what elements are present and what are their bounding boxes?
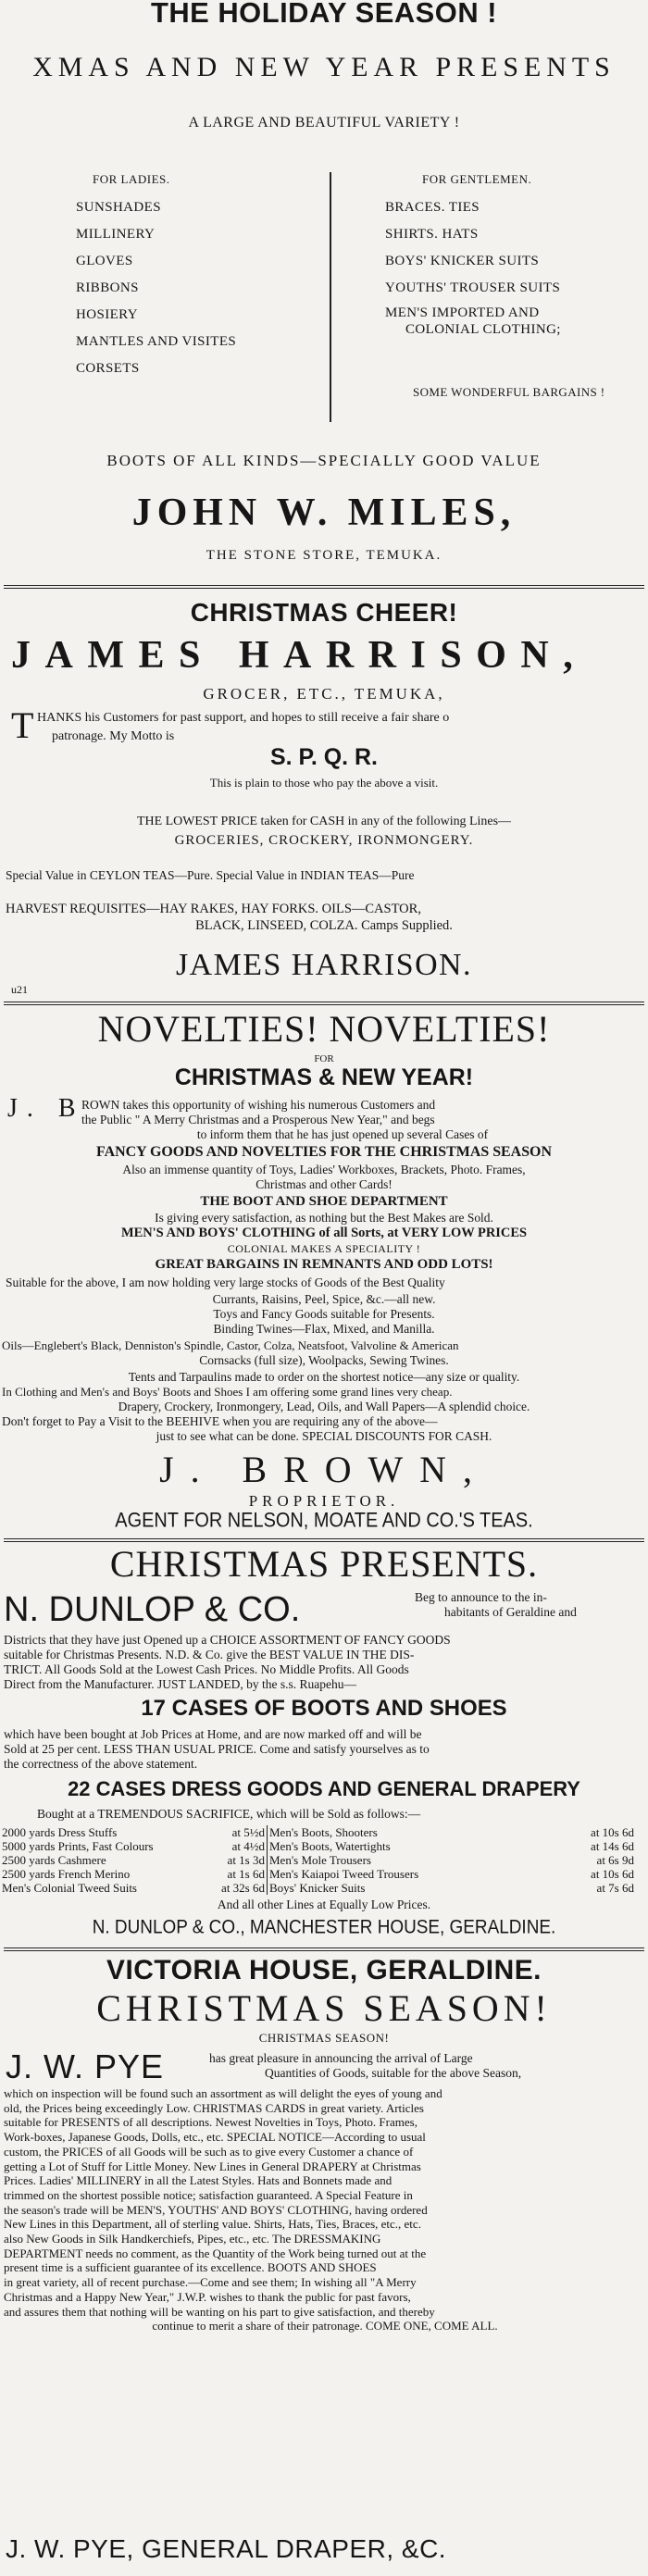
- table-cell: at 14s 6d: [591, 1839, 634, 1853]
- thanks-text-2: patronage. My Motto is: [52, 729, 175, 743]
- body-line: Drapery, Crockery, Ironmongery, Lead, Oils, and Wall Papers—A splendid choice.: [118, 1400, 530, 1413]
- intro-line: Direct from the Manufacturer. JUST LANDED, by the s.s. Ruapehu—: [4, 1677, 357, 1691]
- ad-title: VICTORIA HOUSE, GERALDINE.: [106, 1955, 542, 1985]
- harvest-text-2: BLACK, LINSEED, COLZA. Camps Supplied.: [195, 918, 453, 933]
- body-line: and assures them that nothing will be wanting on his part to give satisfaction, and thereby: [4, 2304, 435, 2319]
- other-lines: And all other Lines at Equally Low Prices.: [217, 1898, 431, 1911]
- body-line: GREAT BARGAINS IN REMNANTS AND ODD LOTS!: [155, 1257, 493, 1272]
- gentlemen-list: [385, 194, 561, 344]
- body-line: the Public " A Merry Christmas and a Prosperous New Year," and begs: [81, 1113, 435, 1126]
- drop-cap: T: [11, 704, 34, 746]
- ad-subtitle: XMAS AND NEW YEAR PRESENTS: [32, 52, 616, 82]
- body-line: Work-boxes, Japanese Goods, Dolls, etc., etc. SPECIAL NOTICE—According to usual: [4, 2130, 426, 2145]
- table-cell: at 1s 6d: [198, 1867, 268, 1881]
- boots-text-line: the correctness of the above statement.: [4, 1757, 198, 1771]
- body-line: in great variety, all of recent purchase.—Come and see them; In wishing all "A Merry: [4, 2275, 417, 2290]
- christmas-cheer-ad: [0, 592, 648, 1000]
- proprietor-name: J. BROWN,: [159, 1449, 489, 1490]
- cases-dress-heading: 22 CASES DRESS GOODS AND GENERAL DRAPERY: [68, 1777, 580, 1800]
- merchant-footer: J. W. PYE, GENERAL DRAPER, &C.: [6, 2534, 447, 2563]
- boots-line: BOOTS OF ALL KINDS—SPECIALLY GOOD VALUE: [106, 452, 542, 469]
- table-cell: Men's Mole Trousers: [269, 1853, 371, 1867]
- ad-subtitle: CHRISTMAS SEASON!: [96, 1987, 552, 2029]
- table-cell: Men's Boots, Shooters: [269, 1825, 378, 1839]
- body-line: Christmas and a Happy New Year," J.W.P. wishes to thank the public for past favors,: [4, 2289, 411, 2304]
- body-line: Is giving every satisfaction, as nothing but the Best Makes are Sold.: [155, 1211, 493, 1225]
- list-item: SHIRTS. HATS: [385, 227, 479, 242]
- plain-text: This is plain to those who pay the above a visit.: [209, 776, 439, 790]
- ladies-list: [76, 194, 236, 382]
- body-line: present time is a sufficient guarantee of its excellence. BOOTS AND SHOES: [4, 2260, 377, 2275]
- holiday-season-ad: [0, 0, 648, 598]
- gentlemen-heading: FOR GENTLEMEN.: [422, 172, 532, 186]
- body-line: trimmed on the shortest possible notice; satisfaction guaranteed. A Special Feature in: [4, 2187, 413, 2202]
- intro-line: TRICT. All Goods Sold at the Lowest Cash Prices. No Middle Profits. All Goods: [4, 1662, 409, 1676]
- list-item: CORSETS: [76, 361, 140, 376]
- list-item: BOYS' KNICKER SUITS: [385, 254, 540, 268]
- body-line: also New Goods in Silk Handkerchiefs, Pipes, etc., etc. The DRESSMAKING: [4, 2232, 381, 2246]
- agent-line: AGENT FOR NELSON, MOATE AND CO.'S TEAS.: [115, 1509, 533, 1533]
- victoria-house-ad: [0, 1951, 648, 2576]
- boots-text-line: which have been bought at Job Prices at Home, and are now marked off and will be: [4, 1727, 422, 1741]
- body-line: Toys and Fancy Goods suitable for Presents.: [213, 1307, 435, 1321]
- lowest-price-text: THE LOWEST PRICE taken for CASH in any of the following Lines—: [137, 815, 511, 828]
- intro-line: suitable for Christmas Presents. N.D. & Co. give the BEST VALUE IN THE DIS-: [4, 1648, 415, 1661]
- body-line: Suitable for the above, I am now holding very large stocks of Goods of the Best Quality: [6, 1276, 445, 1289]
- body-line: Currants, Raisins, Peel, Spice, &c.—all new.: [212, 1292, 436, 1306]
- body-line: FANCY GOODS AND NOVELTIES FOR THE CHRISTMAS SEASON: [96, 1144, 552, 1160]
- table-cell: Men's Colonial Tweed Suits: [2, 1881, 137, 1895]
- intro-line: Beg to announce to the in-: [415, 1590, 547, 1604]
- proprietor-label: PROPRIETOR.: [248, 1492, 400, 1510]
- ad-subtitle: CHRISTMAS & NEW YEAR!: [174, 1064, 474, 1090]
- ladies-heading: FOR LADIES.: [93, 172, 170, 186]
- table-cell: Boys' Knicker Suits: [269, 1881, 366, 1895]
- ad-tagline: A LARGE AND BEAUTIFUL VARIETY !: [188, 115, 460, 131]
- list-item: YOUTHS' TROUSER SUITS: [385, 280, 561, 295]
- harvest-text: HARVEST REQUISITES—HAY RAKES, HAY FORKS. OILS—CASTOR,: [6, 902, 421, 916]
- list-item: MANTLES AND VISITES: [76, 334, 237, 349]
- body-line: Christmas and other Cards!: [255, 1177, 393, 1191]
- motto: S. P. Q. R.: [270, 744, 378, 770]
- body-line: Binding Twines—Flax, Mixed, and Manilla.: [213, 1322, 435, 1336]
- intro-line: habitants of Geraldine and: [444, 1605, 577, 1619]
- body-line: just to see what can be done. SPECIAL DISCOUNTS FOR CASH.: [156, 1429, 492, 1443]
- table-row: [0, 1839, 636, 1853]
- ad-subtitle-small: CHRISTMAS SEASON!: [258, 2031, 390, 2045]
- price-table: [0, 1825, 636, 1895]
- merchant-name: N. DUNLOP & CO.: [4, 1590, 301, 1629]
- drop-cap: J. B: [7, 1094, 85, 1123]
- bought-line: Bought at a TREMENDOUS SACRIFICE, which will be Sold as follows:—: [37, 1807, 421, 1821]
- ad-title: NOVELTIES! NOVELTIES!: [97, 1008, 551, 1050]
- list-item: HOSIERY: [76, 307, 138, 322]
- body-line: THE BOOT AND SHOE DEPARTMENT: [200, 1194, 448, 1209]
- column-divider: [330, 172, 331, 422]
- body-line: Cornsacks (full size), Woolpacks, Sewing Twines.: [199, 1353, 449, 1367]
- merchant-footer: N. DUNLOP & CO., MANCHESTER HOUSE, GERALDINE.: [92, 1916, 556, 1938]
- table-cell: at 5½d: [198, 1825, 268, 1839]
- table-cell: 2500 yards French Merino: [2, 1867, 131, 1881]
- signature: JAMES HARRISON.: [175, 948, 473, 982]
- table-row: [0, 1881, 636, 1895]
- table-cell: 2500 yards Cashmere: [2, 1853, 106, 1867]
- divider: [4, 585, 644, 589]
- list-item: SUNSHADES: [76, 200, 161, 215]
- list-item: BRACES. TIES: [385, 200, 480, 215]
- table-cell: at 7s 6d: [596, 1881, 634, 1895]
- table-cell: at 4½d: [198, 1839, 268, 1853]
- merchant-name: J. W. PYE: [6, 2047, 165, 2085]
- body-line: New Lines in this Department, all of sterling value. Shirts, Hats, Ties, Braces, etc., etc.: [4, 2217, 421, 2232]
- christmas-presents-ad: [0, 1542, 648, 1946]
- merchant-trade: GROCER, ETC., TEMUKA,: [203, 685, 445, 703]
- intro-line: Quantities of Goods, suitable for the above Season,: [265, 2066, 522, 2080]
- list-item: RIBBONS: [76, 280, 139, 295]
- table-cell: Men's Boots, Watertights: [269, 1839, 391, 1853]
- ad-title: THE HOLIDAY SEASON !: [150, 0, 498, 29]
- table-cell: at 6s 9d: [596, 1853, 634, 1867]
- list-item: GLOVES: [76, 254, 133, 268]
- body-line: continue to merit a share of their patronage. COME ONE, COME ALL.: [152, 2319, 498, 2333]
- table-row: [0, 1853, 636, 1867]
- teas-text: Special Value in CEYLON TEAS—Pure. Special Value in INDIAN TEAS—Pure: [6, 868, 415, 882]
- product-lines: GROCERIES, CROCKERY, IRONMONGERY.: [174, 833, 474, 848]
- body-line: the season's trade will be MEN'S, YOUTHS' AND BOYS' CLOTHING, having ordered: [4, 2202, 428, 2217]
- body-line: Also an immense quantity of Toys, Ladies' Workboxes, Brackets, Photo. Frames,: [122, 1163, 526, 1176]
- table-cell: 5000 yards Prints, Fast Colours: [2, 1839, 154, 1853]
- body-line: In Clothing and Men's and Boys' Boots and Shoes I am offering some grand lines very cheap.: [2, 1385, 453, 1399]
- body-line: MEN'S AND BOYS' CLOTHING of all Sorts, at VERY LOW PRICES: [120, 1226, 528, 1240]
- list-item: MEN'S IMPORTED AND: [385, 305, 540, 320]
- intro-line: Districts that they have just Opened up a CHOICE ASSORTMENT OF FANCY GOODS: [4, 1633, 451, 1647]
- body-line: custom, the PRICES of all Goods will be such as to give every Customer a chance of: [4, 2144, 414, 2159]
- list-item: MILLINERY: [76, 227, 156, 242]
- body-line: Prices. Ladies' MILLINERY in all the Latest Styles. Hats and Bonnets made and: [4, 2173, 393, 2188]
- body-line: Oils—Englebert's Black, Denniston's Spindle, Castor, Colza, Neatsfoot, Valvoline & American: [2, 1338, 459, 1352]
- cases-boots-heading: 17 CASES OF BOOTS AND SHOES: [141, 1696, 507, 1721]
- body-line: old, the Prices being exceedingly Low. CHRISTMAS CARDS in great variety. Articles: [4, 2100, 424, 2115]
- ad-title: CHRISTMAS CHEER!: [190, 598, 458, 627]
- table-cell: at 1s 3d: [198, 1853, 268, 1867]
- body-line: to inform them that he has just opened up several Cases of: [196, 1127, 489, 1141]
- table-row: [0, 1867, 636, 1881]
- body-line: Tents and Tarpaulins made to order on the shortest notice—any size or quality.: [128, 1370, 520, 1384]
- list-item: COLONIAL CLOTHING;: [405, 322, 561, 337]
- novelties-ad: [0, 1005, 648, 1511]
- body-line: DEPARTMENT needs no comment, as the Quantity of the Work being turned out at the: [4, 2246, 427, 2260]
- body-line: COLONIAL MAKES A SPECIALITY !: [227, 1242, 421, 1255]
- table-cell: 2000 yards Dress Stuffs: [2, 1825, 118, 1839]
- for-label: FOR: [314, 1053, 334, 1064]
- boots-text-line: Sold at 25 per cent. LESS THAN USUAL PRICE. Come and satisfy yourselves as to: [4, 1742, 430, 1756]
- proprietor-name: JOHN W. MILES,: [131, 492, 517, 534]
- body-line: suitable for PRESENTS of all descriptions. Newest Novelties in Toys, Photo. Frames,: [4, 2115, 417, 2130]
- store-name: THE STONE STORE, TEMUKA.: [206, 548, 442, 563]
- thanks-text: HANKS his Customers for past support, and hopes to still receive a fair share o: [37, 711, 450, 725]
- ad-title: CHRISTMAS PRESENTS.: [109, 1543, 539, 1585]
- body-line: Don't forget to Pay a Visit to the BEEHIVE when you are requiring any of the above—: [2, 1414, 438, 1428]
- table-cell: Men's Kaiapoi Tweed Trousers: [269, 1867, 419, 1881]
- table-cell: at 10s 6d: [591, 1867, 634, 1881]
- body-line: ROWN takes this opportunity of wishing his numerous Customers and: [81, 1098, 436, 1112]
- bargains-line: SOME WONDERFUL BARGAINS !: [413, 385, 605, 399]
- merchant-name: JAMES HARRISON,: [11, 634, 588, 677]
- body-line: getting a Lot of Stuff for Little Money. New Lines in General DRAPERY at Christmas: [4, 2159, 421, 2173]
- body-line: which on inspection will be found such an assortment as will delight the eyes of young and: [4, 2086, 442, 2100]
- intro-line: has great pleasure in announcing the arrival of Large: [209, 2051, 473, 2065]
- table-cell: at 10s 6d: [591, 1825, 634, 1839]
- table-cell: at 32s 6d: [198, 1881, 268, 1895]
- body-text: [4, 2086, 646, 2333]
- table-row: [0, 1825, 636, 1839]
- ad-code: u21: [11, 983, 28, 996]
